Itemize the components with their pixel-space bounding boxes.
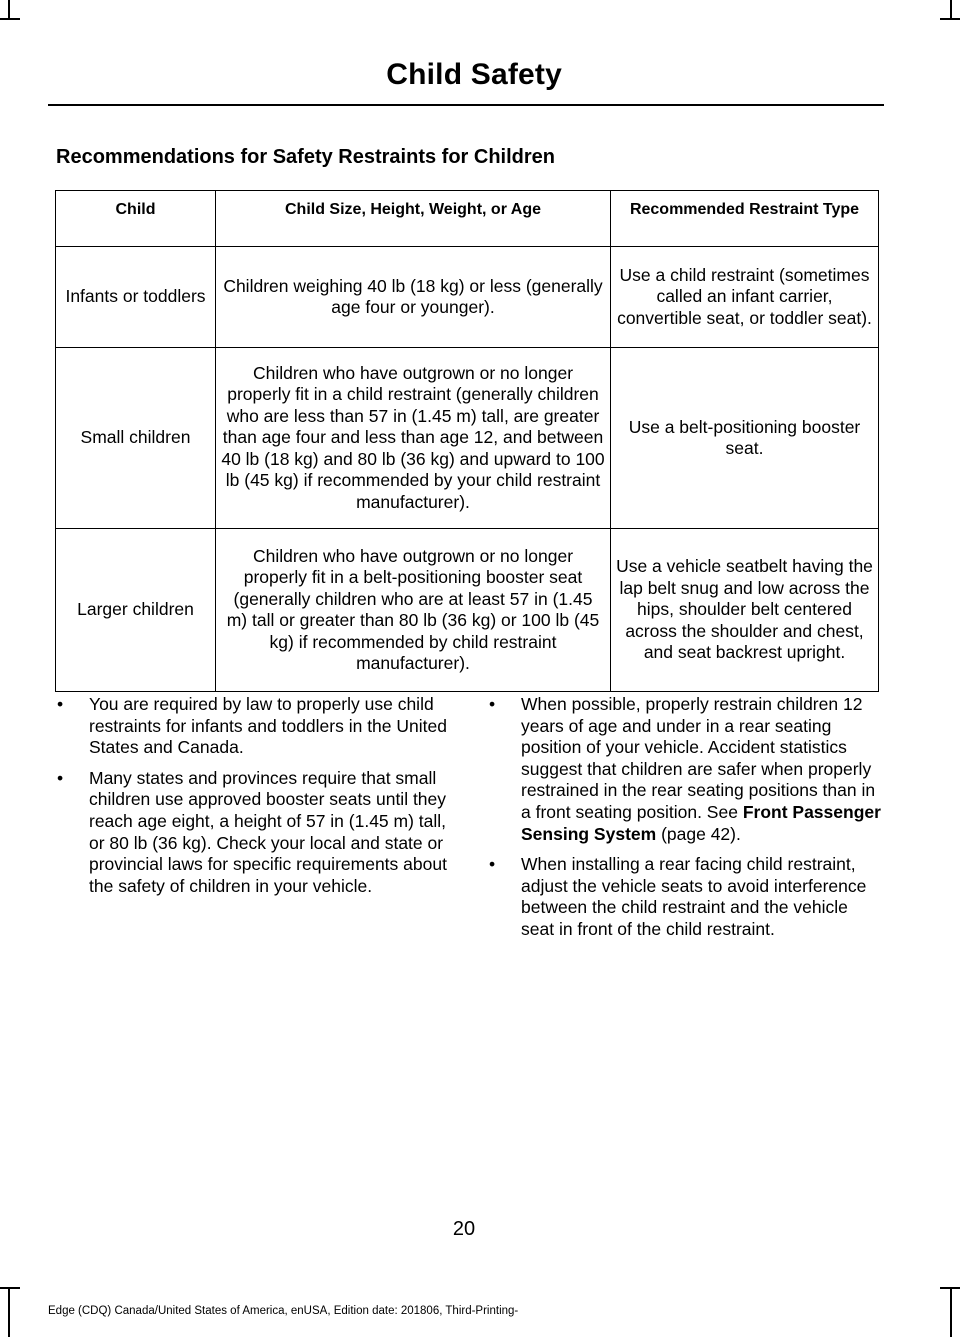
- bullet-text: When installing a rear facing child restraint, adjust the vehicle seats to avoid interference between the child restraint and the vehicle seat in front of the child restraint.: [521, 854, 867, 939]
- crop-mark-top-left-h: [0, 18, 20, 20]
- cell-child: Infants or toddlers: [56, 247, 216, 348]
- list-item: [57, 768, 449, 898]
- cell-size: Children who have outgrown or no longer properly fit in a belt-positioning booster seat (generally children who are at least 57 in (1.45 m) tall or greater than 80 lb (36 kg) or 100 lb (45 kg) if recommended by child restraint manufacturer).: [216, 529, 611, 692]
- left-bullet-column: [57, 694, 449, 906]
- crop-mark-bottom-left-v: [8, 1287, 10, 1337]
- section-title: Recommendations for Safety Restraints for Children: [56, 146, 555, 168]
- cell-size: Children who have outgrown or no longer properly fit in a child restraint (generally children who are less than 57 in (1.45 m) tall, are greater than age four and less than age 12, and between 40 lb (18 kg) and 80 lb (36 kg) and upward to 100 lb (45 kg) if recommended by your child restraint manufacturer).: [216, 348, 611, 529]
- crop-mark-top-right-h: [940, 18, 960, 20]
- cross-reference-link[interactable]: Front Passenger Sensing System: [521, 801, 881, 844]
- table-row: [56, 348, 879, 529]
- restraint-recommendations-table: [55, 190, 879, 692]
- right-bullet-column: [489, 694, 881, 950]
- crop-mark-top-right-v: [950, 0, 952, 20]
- bullet-icon: •: [57, 767, 64, 788]
- bullet-text: Many states and provinces require that small children use approved booster seats until they reach age eight, a height of 57 in (1.45 m) tall, or 80 lb (36 kg). Check your local and state or provincial laws for specific requirements about the safety of children in your vehicle.: [89, 767, 447, 896]
- table-row: [56, 529, 879, 692]
- column-header-child: Child: [56, 191, 216, 247]
- crop-mark-bottom-right-h: [940, 1287, 960, 1289]
- table-row: [56, 247, 879, 348]
- cell-child: Small children: [56, 348, 216, 529]
- column-header-restraint: Recommended Restraint Type: [611, 191, 879, 247]
- crop-mark-bottom-right-v: [950, 1287, 952, 1337]
- page-number: 20: [452, 1218, 476, 1240]
- header-divider: [48, 104, 884, 106]
- page-header-title: Child Safety: [386, 58, 562, 91]
- list-item: [489, 694, 881, 845]
- bullet-text: You are required by law to properly use child restraints for infants and toddlers in the United States and Canada.: [89, 694, 447, 758]
- crop-mark-bottom-left-h: [0, 1287, 20, 1289]
- crop-mark-top-left-v: [8, 0, 10, 20]
- cell-restraint: Use a child restraint (sometimes called an infant carrier, convertible seat, or toddler seat).: [611, 247, 879, 348]
- list-item: [489, 854, 881, 940]
- cell-child: Larger children: [56, 529, 216, 692]
- bullet-text: When possible, properly restrain children 12 years of age and under in a rear seating position of your vehicle. Accident statistics suggest that children are safer when properly restrained in the rear seating positions than in a front seating position. See: [521, 694, 876, 822]
- bullet-icon: •: [489, 854, 496, 875]
- footer-edition-info: Edge (CDQ) Canada/United States of America, enUSA, Edition date: 201806, Third-Printing-: [48, 1305, 519, 1317]
- table-header-row: [56, 191, 879, 247]
- cell-restraint: Use a vehicle seatbelt having the lap belt snug and low across the hips, shoulder belt centered across the shoulder and chest, and seat backrest upright.: [611, 529, 879, 692]
- cell-size: Children weighing 40 lb (18 kg) or less (generally age four or younger).: [216, 247, 611, 348]
- bullet-icon: •: [57, 694, 64, 714]
- cell-restraint: Use a belt-positioning booster seat.: [611, 348, 879, 529]
- bullet-icon: •: [489, 694, 496, 714]
- list-item: [57, 694, 449, 759]
- column-header-size: Child Size, Height, Weight, or Age: [216, 191, 611, 247]
- cross-reference-page: (page 42).: [661, 823, 741, 844]
